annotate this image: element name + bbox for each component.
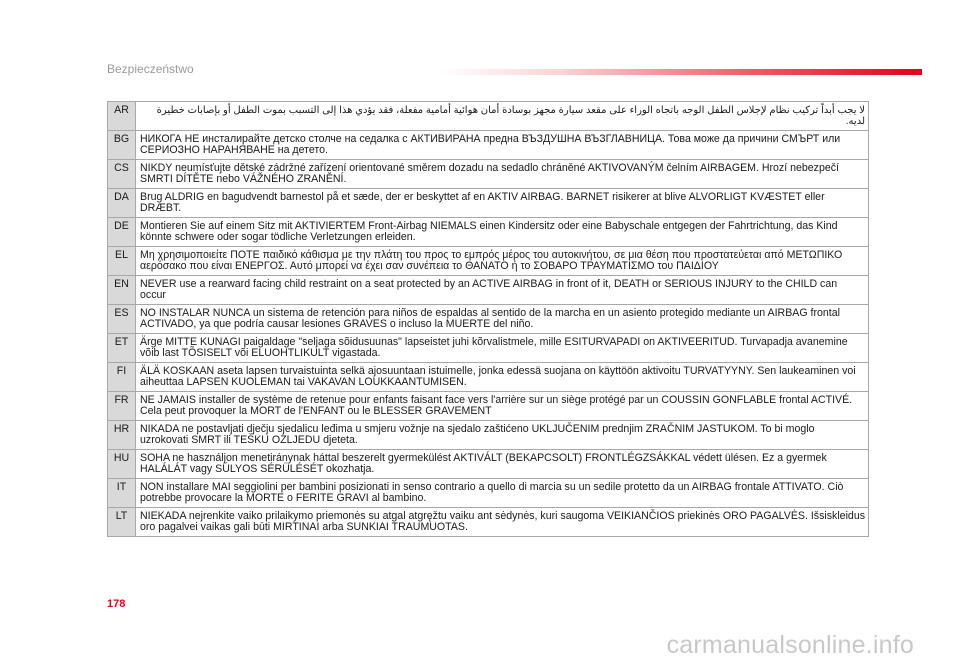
warning-text: NO INSTALAR NUNCA un sistema de retención para niños de espaldas al sentido de la marcha en un asiento protegido mediante un AIRBAG frontal ACTIVADO, ya que podría causar lesiones GRAVES o incluso la MUERTE del niño. (136, 305, 869, 334)
language-code: ES (108, 305, 136, 334)
table-row (108, 189, 869, 218)
table-row (108, 276, 869, 305)
warning-text: Montieren Sie auf einem Sitz mit AKTIVIERTEM Front-Airbag NIEMALS einen Kindersitz oder eine Babyschale entgegen der Fahrtrichtung, das Kind könnte schwere oder sogar tödliche Verletzungen erleiden. (136, 218, 869, 247)
warning-text: NIEKADA nejrenkite vaiko prilaikymo priemonės su atgal atgręžtu vaiku ant sėdynės, kuri saugoma VEIKIANČIOS priekinės ORO PAGALVĖS. Išsiskleidus oro pagalvei vaikas gali būti MIRTINAI arba SUNKIAI TRAUMUOTAS. (136, 508, 869, 537)
table-row (108, 363, 869, 392)
table-row (108, 508, 869, 537)
section-title: Bezpieczeństwo (107, 62, 194, 76)
language-code: DE (108, 218, 136, 247)
table-row (108, 392, 869, 421)
airbag-warning-table (107, 101, 869, 537)
language-code: AR (108, 102, 136, 131)
language-code: DA (108, 189, 136, 218)
language-code: EL (108, 247, 136, 276)
table-row (108, 421, 869, 450)
language-code: EN (108, 276, 136, 305)
warning-text: ÄLÄ KOSKAAN aseta lapsen turvaistuinta selkä ajosuuntaan istuimelle, jonka edessä suojana on käyttöön aktivoitu TURVATYYNY. Sen laukeaminen voi aiheuttaa LAPSEN KUOLEMAN tai VAKAVAN LOUKKAANTUMISEN. (136, 363, 869, 392)
table-row (108, 218, 869, 247)
table-row (108, 247, 869, 276)
table-row (108, 450, 869, 479)
warning-text: Brug ALDRIG en bagudvendt barnestol på et sæde, der er beskyttet af en AKTIV AIRBAG. BARNET risikerer at blive ALVORLIGT KVÆSTET eller DRÆBT. (136, 189, 869, 218)
warning-text: لا يجب أبداً تركيب نظام لإجلاس الطفل الوجه باتجاه الوراء على مقعد سيارة مجهز بوسادة أمان هوائية أمامية مفعلة، فقد يؤدي هذا إلى التسبب بموت الطفل أو بإصابات خطيرة لديه. (136, 102, 869, 131)
table-row (108, 305, 869, 334)
language-code: IT (108, 479, 136, 508)
warning-text: Ärge MITTE KUNAGI paigaldage "seljaga sõidusuunas" lapseistet juhi kõrvalistmele, mille ESITURVAPADI on AKTIVEERITUD. Turvapadja avanemine võib last TÕSISELT või ELUOHTLIKULT vigastada. (136, 334, 869, 363)
watermark: carmanualsonline.info (666, 631, 914, 659)
language-code: BG (108, 131, 136, 160)
page-number: 178 (107, 598, 126, 610)
language-code: HR (108, 421, 136, 450)
warning-text: NE JAMAIS installer de système de retenue pour enfants faisant face vers l'arrière sur un siège protégé par un COUSSIN GONFLABLE frontal ACTIVÉ. Cela peut provoquer la MORT de l'ENFANT ou le BLESSER GRAVEMENT (136, 392, 869, 421)
language-code: FI (108, 363, 136, 392)
language-code: CS (108, 160, 136, 189)
language-code: ET (108, 334, 136, 363)
warning-text: NIKADA ne postavljati dječju sjedalicu leđima u smjeru vožnje na sjedalo zaštićeno UKLJUČENIM prednjim ZRAČNIM JASTUKOM. To bi moglo uzrokovati SMRT ili TEŠKU OZLJEDU djeteta. (136, 421, 869, 450)
warning-text: NON installare MAI seggiolini per bambini posizionati in senso contrario a quello di marcia su un sedile protetto da un AIRBAG frontale ATTIVATO. Ciò potrebbe provocare la MORTE o FERITE GRAVI al bambino. (136, 479, 869, 508)
warning-text: SOHA ne használjon menetiránynak háttal beszerelt gyermekülést AKTIVÁLT (BEKAPCSOLT) FRONTLÉGZSÁKKAL védett ülésen. Ez a gyermek HALÁLÁT vagy SÚLYOS SÉRÜLÉSÉT okozhatja. (136, 450, 869, 479)
table-row (108, 131, 869, 160)
table-row (108, 160, 869, 189)
header-accent-bar (440, 69, 922, 75)
warning-text: NIKDY neumísťujte dětské zádržné zařízení orientované směrem dozadu na sedadlo chráněné AKTIVOVANÝM čelním AIRBAGEM. Hrozí nebezpečí SMRTI DÍTĚTE nebo VÁŽNÉHO ZRANĚNÍ. (136, 160, 869, 189)
table-row (108, 479, 869, 508)
language-code: LT (108, 508, 136, 537)
table-row (108, 334, 869, 363)
warning-text: НИКОГА НЕ инсталирайте детско столче на седалка с АКТИВИРАНА предна ВЪЗДУШНА ВЪЗГЛАВНИЦА. Това може да причини СМЪРТ или СЕРИОЗНО НАРАНЯВАНЕ на детето. (136, 131, 869, 160)
warning-text: Μη χρησιμοποιείτε ΠΟΤΕ παιδικό κάθισμα με την πλάτη του προς το εμπρός μέρος του αυτοκινήτου, σε μια θέση που προστατεύεται από ΜΕΤΩΠΙΚΟ αερόσακο που είναι ΕΝΕΡΓΟΣ. Αυτό μπορεί να έχει σαν συνέπεια το ΘΑΝΑΤΟ ή το ΣΟΒΑΡΟ ΤΡΑΥΜΑΤΙΣΜΟ του ΠΑΙΔΙΟΥ (136, 247, 869, 276)
language-code: FR (108, 392, 136, 421)
warning-text: NEVER use a rearward facing child restraint on a seat protected by an ACTIVE AIRBAG in front of it, DEATH or SERIOUS INJURY to the CHILD can occur (136, 276, 869, 305)
language-code: HU (108, 450, 136, 479)
table-row (108, 102, 869, 131)
